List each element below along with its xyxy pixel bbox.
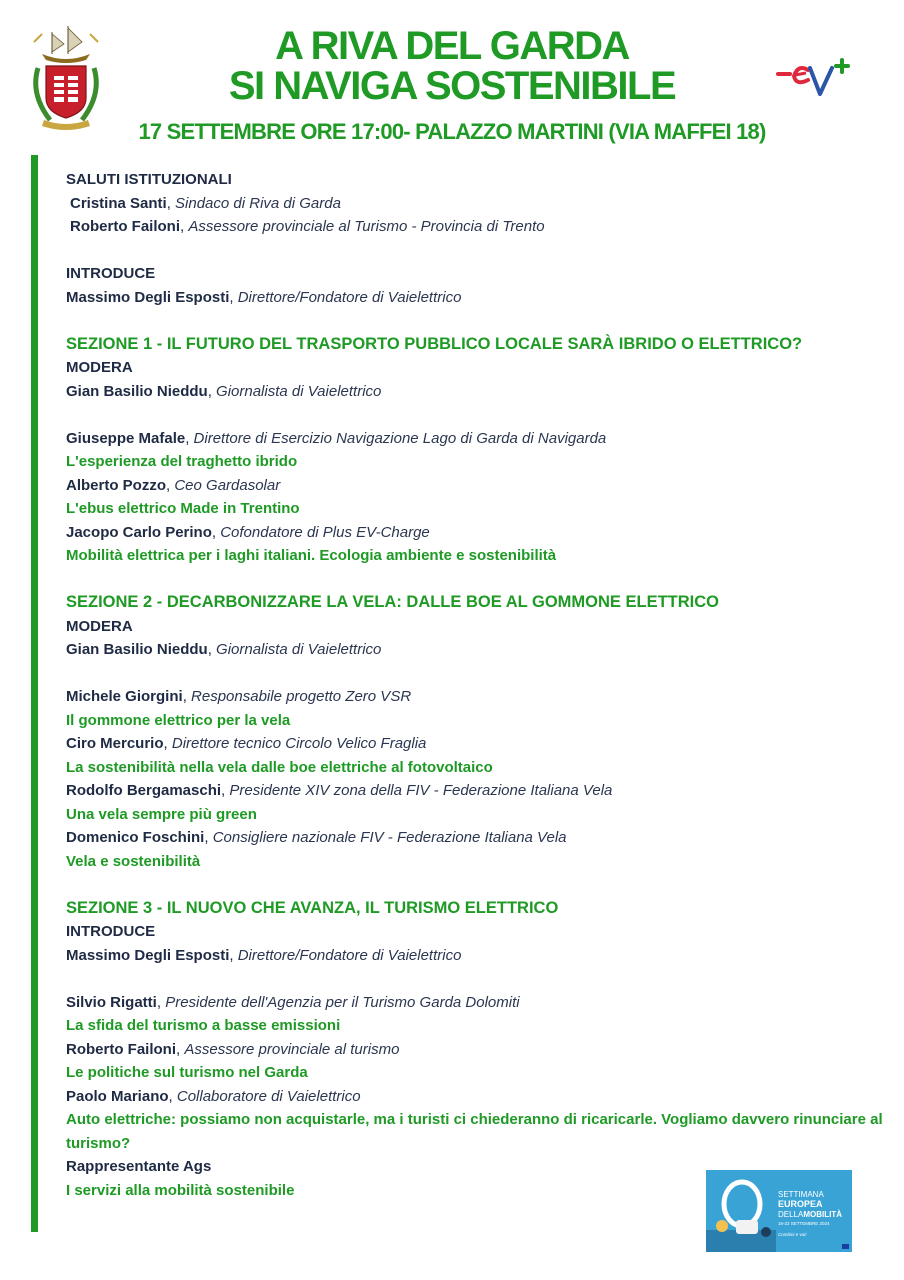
speaker-row: Ciro Mercurio, Direttore tecnico Circolo Velico Fraglia [66, 735, 427, 752]
talk-topic: La sfida del turismo a basse emissioni [66, 1017, 341, 1034]
speaker-row: Jacopo Carlo Perino, Cofondatore di Plus EV-Charge [66, 523, 430, 541]
talk-topic: Mobilità elettrica per i laghi italiani. Ecologia ambiente e sostenibilità [66, 547, 557, 564]
title-line2: SI NAVIGA SOSTENIBILE [228, 64, 676, 108]
section3-title: SEZIONE 3 - IL NUOVO CHE AVANZA, IL TURISMO ELETTRICO [66, 898, 559, 917]
modera-label: MODERA [66, 359, 133, 376]
title-line1: A RIVA DEL GARDA [275, 24, 629, 68]
saluti-heading: SALUTI ISTITUZIONALI [66, 171, 232, 188]
section2-title: SEZIONE 2 - DECARBONIZZARE LA VELA: DALLE BOE AL GOMMONE ELETTRICO [66, 593, 719, 611]
introduce-label: INTRODUCE [66, 923, 156, 940]
semlogo-line1: SETTIMANA [778, 1190, 824, 1199]
semlogo-dates: 16-22 SETTEMBRE 2024 [778, 1221, 830, 1226]
speaker-row: Gian Basilio Nieddu, Giornalista di Vaielettrico [66, 382, 382, 400]
talk-topic: La sostenibilità nella vela dalle boe elettriche al fotovoltaico [66, 758, 493, 776]
semlogo-line2: EUROPEA [778, 1199, 823, 1209]
talk-topic: L'ebus elettrico Made in Trentino [66, 500, 300, 517]
speaker-row: Paolo Mariano, Collaboratore di Vaielettrico [66, 1087, 361, 1105]
speaker-row: Cristina Santi, Sindaco di Riva di Garda [70, 194, 341, 212]
talk-topic: Vela e sostenibilità [66, 852, 201, 870]
event-date-venue: 17 SETTEMBRE ORE 17:00- PALAZZO MARTINI (VIA MAFFEI 18) [138, 119, 766, 144]
semlogo-line3: DELLAMOBILITÀ [778, 1210, 843, 1219]
semlogo-tagline: Combini e vai! [778, 1232, 807, 1237]
talk-topic: Le politiche sul turismo nel Garda [66, 1064, 308, 1081]
speaker-row: Domenico Foschini, Consigliere nazionale FIV - Federazione Italiana Vela [66, 829, 567, 846]
speaker-row: Silvio Rigatti, Presidente dell'Agenzia per il Turismo Garda Dolomiti [66, 993, 520, 1011]
talk-topic: Auto elettriche: possiamo non acquistarle, ma i turisti ci chiederanno di ricaricarle. Vogliamo davvero rinunciare al turismo? [66, 1111, 883, 1152]
riva-del-garda-crest-icon [28, 24, 104, 130]
speaker-row: Massimo Degli Esposti, Direttore/Fondatore di Vaielettrico [66, 946, 462, 964]
speaker-row: Rappresentante Ags [66, 1158, 212, 1175]
talk-topic: I servizi alla mobilità sostenibile [66, 1181, 295, 1199]
section1-title: SEZIONE 1 - IL FUTURO DEL TRASPORTO PUBBLICO LOCALE SARÀ IBRIDO O ELETTRICO? [66, 334, 803, 353]
left-accent-bar [31, 155, 38, 1232]
speaker-row: Giuseppe Mafale, Direttore di Esercizio Navigazione Lago di Garda di Navigarda [66, 429, 607, 447]
speaker-row: Roberto Failoni, Assessore provinciale al turismo [66, 1040, 400, 1058]
talk-topic: L'esperienza del traghetto ibrido [66, 453, 298, 470]
ev-plus-logo-icon [776, 52, 850, 102]
settimana-europea-mobilita-logo [706, 1170, 852, 1252]
program-body [66, 168, 886, 1202]
talk-topic: Il gommone elettrico per la vela [66, 711, 291, 729]
speaker-row: Rodolfo Bergamaschi, Presidente XIV zona della FIV - Federazione Italiana Vela [66, 782, 613, 799]
talk-topic: Una vela sempre più green [66, 805, 257, 823]
speaker-row: Michele Giorgini, Responsabile progetto Zero VSR [66, 688, 412, 705]
speaker-row: Alberto Pozzo, Ceo Gardasolar [66, 476, 281, 494]
header [0, 0, 904, 150]
speaker-row: Massimo Degli Esposti, Direttore/Fondatore di Vaielettrico [66, 288, 462, 306]
modera-label: MODERA [66, 617, 133, 635]
speaker-row: Gian Basilio Nieddu, Giornalista di Vaielettrico [66, 641, 382, 658]
introduce-heading: INTRODUCE [66, 265, 156, 282]
speaker-row: Roberto Failoni, Assessore provinciale al Turismo - Provincia di Trento [70, 218, 545, 235]
